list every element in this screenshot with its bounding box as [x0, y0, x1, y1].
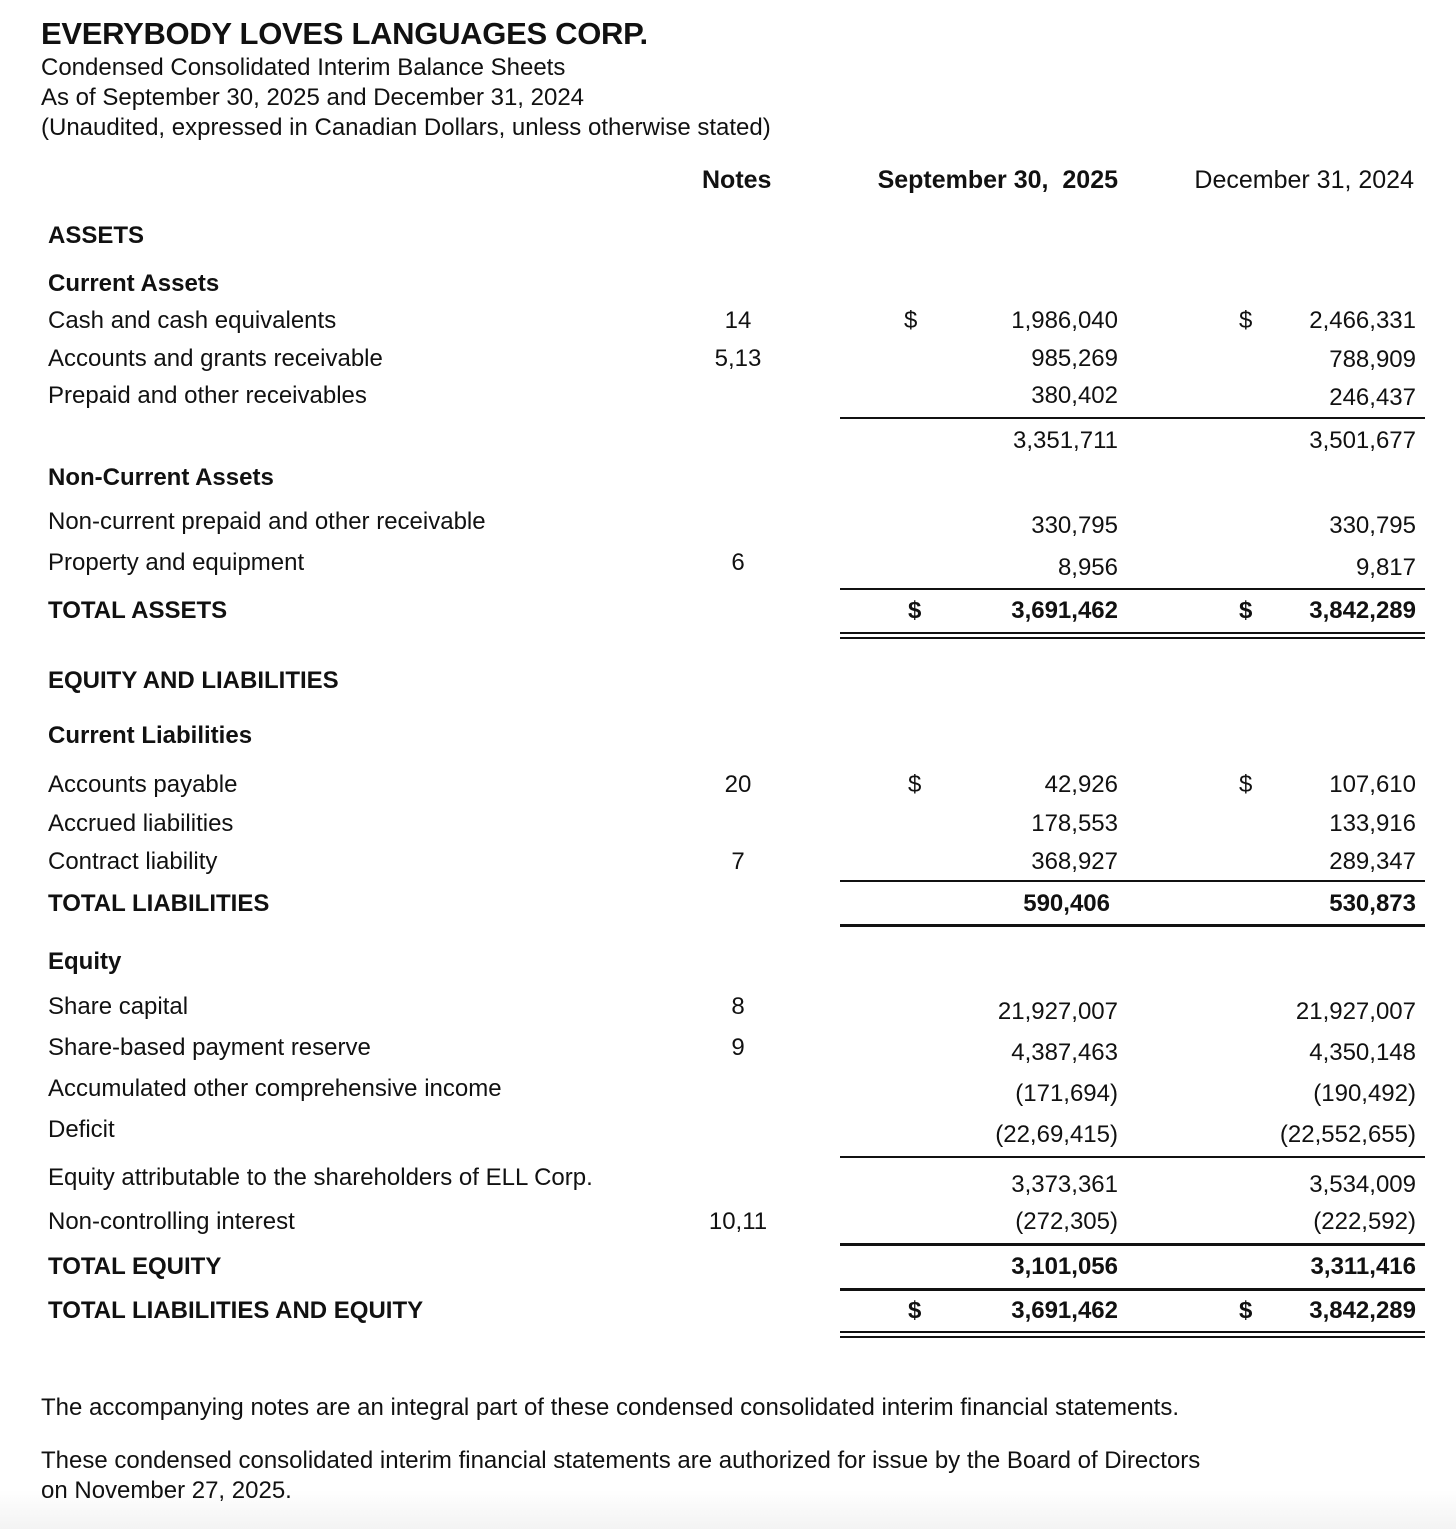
- row-prior-prepaid: 246,437: [1329, 384, 1416, 411]
- dollar-sign: $: [1239, 771, 1253, 798]
- subtotal-rule: [840, 1288, 1425, 1291]
- row-current-total-liabilities-equity: 3,691,462: [1011, 1297, 1118, 1324]
- row-prior-aoci: (190,492): [1313, 1080, 1416, 1107]
- dollar-sign: $: [908, 771, 922, 798]
- row-current-contract: 368,927: [1031, 848, 1118, 875]
- total-double-rule: [840, 1331, 1425, 1338]
- row-current-nc-prepaid: 330,795: [1031, 512, 1118, 539]
- subtotal-rule: [840, 1156, 1425, 1158]
- dollar-sign: $: [1239, 1297, 1253, 1324]
- row-current-share-capital: 21,927,007: [997, 998, 1118, 1025]
- row-current-receivables: 985,269: [1031, 345, 1118, 372]
- row-label-sbp-reserve: Share-based payment reserve: [48, 1034, 371, 1061]
- row-prior-cash: 2,466,331: [1309, 307, 1416, 334]
- statement-date: As of September 30, 2025 and December 31, 2024: [41, 84, 585, 111]
- row-note-share-capital: 8: [731, 993, 745, 1020]
- row-current-total-equity: 3,101,056: [1011, 1253, 1118, 1280]
- company-name: EVERYBODY LOVES LANGUAGES CORP.: [41, 16, 648, 51]
- dollar-sign: $: [908, 597, 922, 624]
- section-current-assets: Current Assets: [48, 270, 220, 297]
- row-current-total-assets: 3,691,462: [1011, 597, 1118, 624]
- row-label-total-liabilities-equity: TOTAL LIABILITIES AND EQUITY: [48, 1297, 424, 1324]
- row-label-prepaid: Prepaid and other receivables: [48, 382, 367, 409]
- row-prior-equity-attributable: 3,534,009: [1309, 1171, 1416, 1198]
- notes-column-header: Notes: [702, 166, 772, 194]
- row-label-nci: Non-controlling interest: [48, 1208, 295, 1235]
- dollar-sign: $: [1239, 597, 1253, 624]
- row-label-total-liabilities: TOTAL LIABILITIES: [48, 890, 270, 917]
- row-label-ppe: Property and equipment: [48, 549, 305, 576]
- row-label-total-assets: TOTAL ASSETS: [48, 597, 228, 624]
- footer-notes-statement: The accompanying notes are an integral part of these condensed consolidated interim financial statements.: [41, 1394, 1180, 1421]
- row-label-deficit: Deficit: [48, 1116, 115, 1143]
- row-current-equity-attributable: 3,373,361: [1011, 1171, 1118, 1198]
- row-prior-ppe: 9,817: [1355, 554, 1416, 581]
- row-prior-ap: 107,610: [1329, 771, 1416, 798]
- subtotal-rule: [840, 417, 1425, 419]
- subtotal-rule: [840, 588, 1425, 590]
- row-note-ap: 20: [724, 771, 752, 798]
- row-label-aoci: Accumulated other comprehensive income: [48, 1075, 502, 1102]
- statement-title: Condensed Consolidated Interim Balance Sheets: [41, 54, 566, 81]
- row-note-receivables: 5,13: [714, 345, 762, 372]
- row-label-contract: Contract liability: [48, 848, 218, 875]
- row-current-deficit: (22,69,415): [995, 1121, 1118, 1148]
- row-label-ap: Accounts payable: [48, 771, 238, 798]
- row-prior-sbp-reserve: 4,350,148: [1309, 1039, 1416, 1066]
- current-assets-total-prior: 3,501,677: [1309, 427, 1416, 454]
- row-label-accrued: Accrued liabilities: [48, 810, 234, 837]
- row-current-accrued: 178,553: [1031, 810, 1118, 837]
- current-assets-total-current: 3,351,711: [1013, 427, 1118, 454]
- row-prior-nci: (222,592): [1313, 1208, 1416, 1235]
- footer-authorization-line2: on November 27, 2025.: [41, 1477, 292, 1504]
- row-label-receivables: Accounts and grants receivable: [48, 345, 383, 372]
- row-label-nc-prepaid: Non-current prepaid and other receivable: [48, 508, 486, 535]
- current-period-header: September 30, 2025: [877, 166, 1118, 194]
- section-assets: ASSETS: [48, 222, 145, 249]
- row-current-ap: 42,926: [1044, 771, 1118, 798]
- row-prior-total-liabilities-equity: 3,842,289: [1309, 1297, 1416, 1324]
- row-prior-contract: 289,347: [1329, 848, 1416, 875]
- row-prior-accrued: 133,916: [1329, 810, 1416, 837]
- row-prior-total-equity: 3,311,416: [1310, 1253, 1416, 1280]
- row-prior-total-liabilities: 530,873: [1329, 890, 1416, 917]
- row-note-contract: 7: [731, 848, 745, 875]
- subtotal-rule: [840, 880, 1425, 882]
- dollar-sign: $: [1239, 307, 1253, 334]
- row-prior-total-assets: 3,842,289: [1309, 597, 1416, 624]
- section-non-current-assets: Non-Current Assets: [48, 464, 274, 491]
- total-rule: [840, 924, 1425, 927]
- row-current-ppe: 8,956: [1057, 554, 1118, 581]
- row-note-nci: 10,11: [708, 1208, 768, 1235]
- section-equity-liabilities: EQUITY AND LIABILITIES: [48, 667, 339, 694]
- row-current-nci: (272,305): [1015, 1208, 1118, 1235]
- row-prior-share-capital: 21,927,007: [1295, 998, 1416, 1025]
- row-current-sbp-reserve: 4,387,463: [1011, 1039, 1118, 1066]
- row-note-cash: 14: [724, 307, 752, 334]
- subtotal-rule: [840, 1243, 1425, 1246]
- row-current-total-liabilities: 590,406: [1023, 890, 1110, 917]
- section-equity: Equity: [48, 948, 122, 975]
- section-current-liabilities: Current Liabilities: [48, 722, 253, 749]
- row-note-ppe: 6: [731, 549, 745, 576]
- statement-basis: (Unaudited, expressed in Canadian Dollars, unless otherwise stated): [41, 114, 771, 141]
- row-prior-nc-prepaid: 330,795: [1329, 512, 1416, 539]
- row-note-sbp-reserve: 9: [731, 1034, 745, 1061]
- row-current-cash: 1,986,040: [1011, 307, 1118, 334]
- dollar-sign: $: [908, 1297, 922, 1324]
- row-label-cash: Cash and cash equivalents: [48, 307, 337, 334]
- total-double-rule: [840, 632, 1425, 639]
- footer-authorization-line1: These condensed consolidated interim financial statements are authorized for issue by the Board of Directors: [41, 1447, 1201, 1474]
- prior-period-header: December 31, 2024: [1194, 166, 1414, 194]
- row-label-share-capital: Share capital: [48, 993, 189, 1020]
- row-label-equity-attributable: Equity attributable to the shareholders of ELL Corp.: [48, 1164, 593, 1191]
- row-prior-deficit: (22,552,655): [1279, 1121, 1416, 1148]
- dollar-sign: $: [904, 307, 918, 334]
- row-label-total-equity: TOTAL EQUITY: [48, 1253, 222, 1280]
- row-current-prepaid: 380,402: [1031, 382, 1118, 409]
- row-prior-receivables: 788,909: [1329, 346, 1416, 373]
- row-current-aoci: (171,694): [1015, 1080, 1118, 1107]
